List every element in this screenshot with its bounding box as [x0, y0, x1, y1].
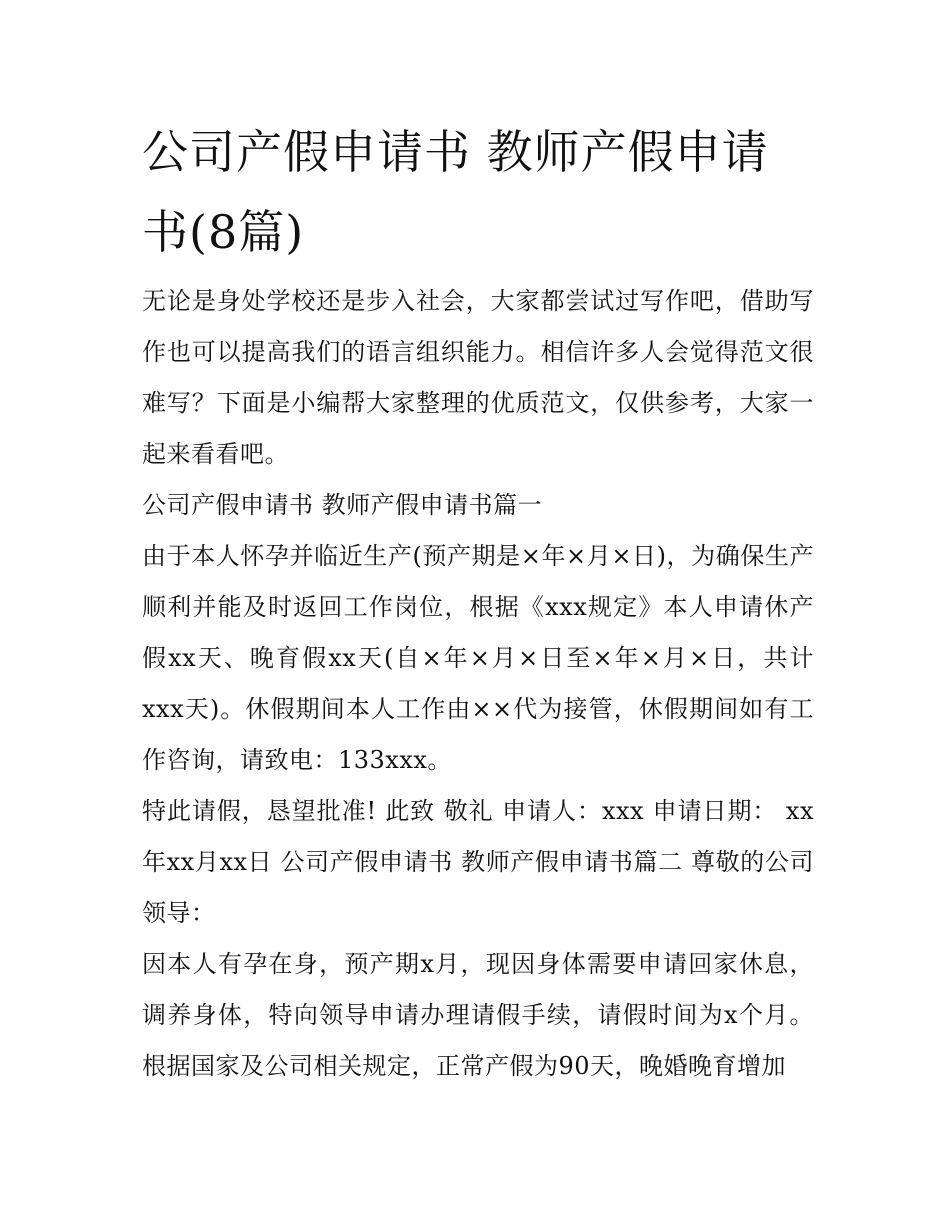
body-paragraph: 由于本人怀孕并临近生产(预产期是×年×月×日)，为确保生产顺利并能及时返回工作岗位，根据《xxx规定》本人申请休产假xx天、晚育假xx天(自×年×月×日至×年×月×日，共计xxx天)。休假期间本人工作由××代为接管，休假期间如有工作咨询，请致电：133xxx。	[142, 542, 814, 774]
intro-paragraph: 无论是身处学校还是步入社会，大家都尝试过写作吧，借助写作也可以提高我们的语言组织能力。相信许多人会觉得范文很难写？下面是小编帮大家整理的优质范文，仅供参考，大家一起来看看吧。	[142, 287, 814, 468]
document-title: 公司产假申请书 教师产假申请书(8篇)	[142, 125, 769, 259]
section-heading-one: 公司产假申请书 教师产假申请书篇一	[142, 491, 543, 519]
body-paragraph: 因本人有孕在身，预产期x月，现因身体需要申请回家休息，调养身体，特向领导申请办理请假手续，请假时间为x个月。根据国家及公司相关规定，正常产假为90天，晚婚晚育增加	[142, 950, 814, 1080]
document-body	[142, 112, 814, 1092]
body-paragraph: 特此请假，恳望批准! 此致 敬礼 申请人：xxx 申请日期： xx年xx月xx日 公司产假申请书 教师产假申请书篇二 尊敬的公司领导：	[142, 797, 814, 927]
